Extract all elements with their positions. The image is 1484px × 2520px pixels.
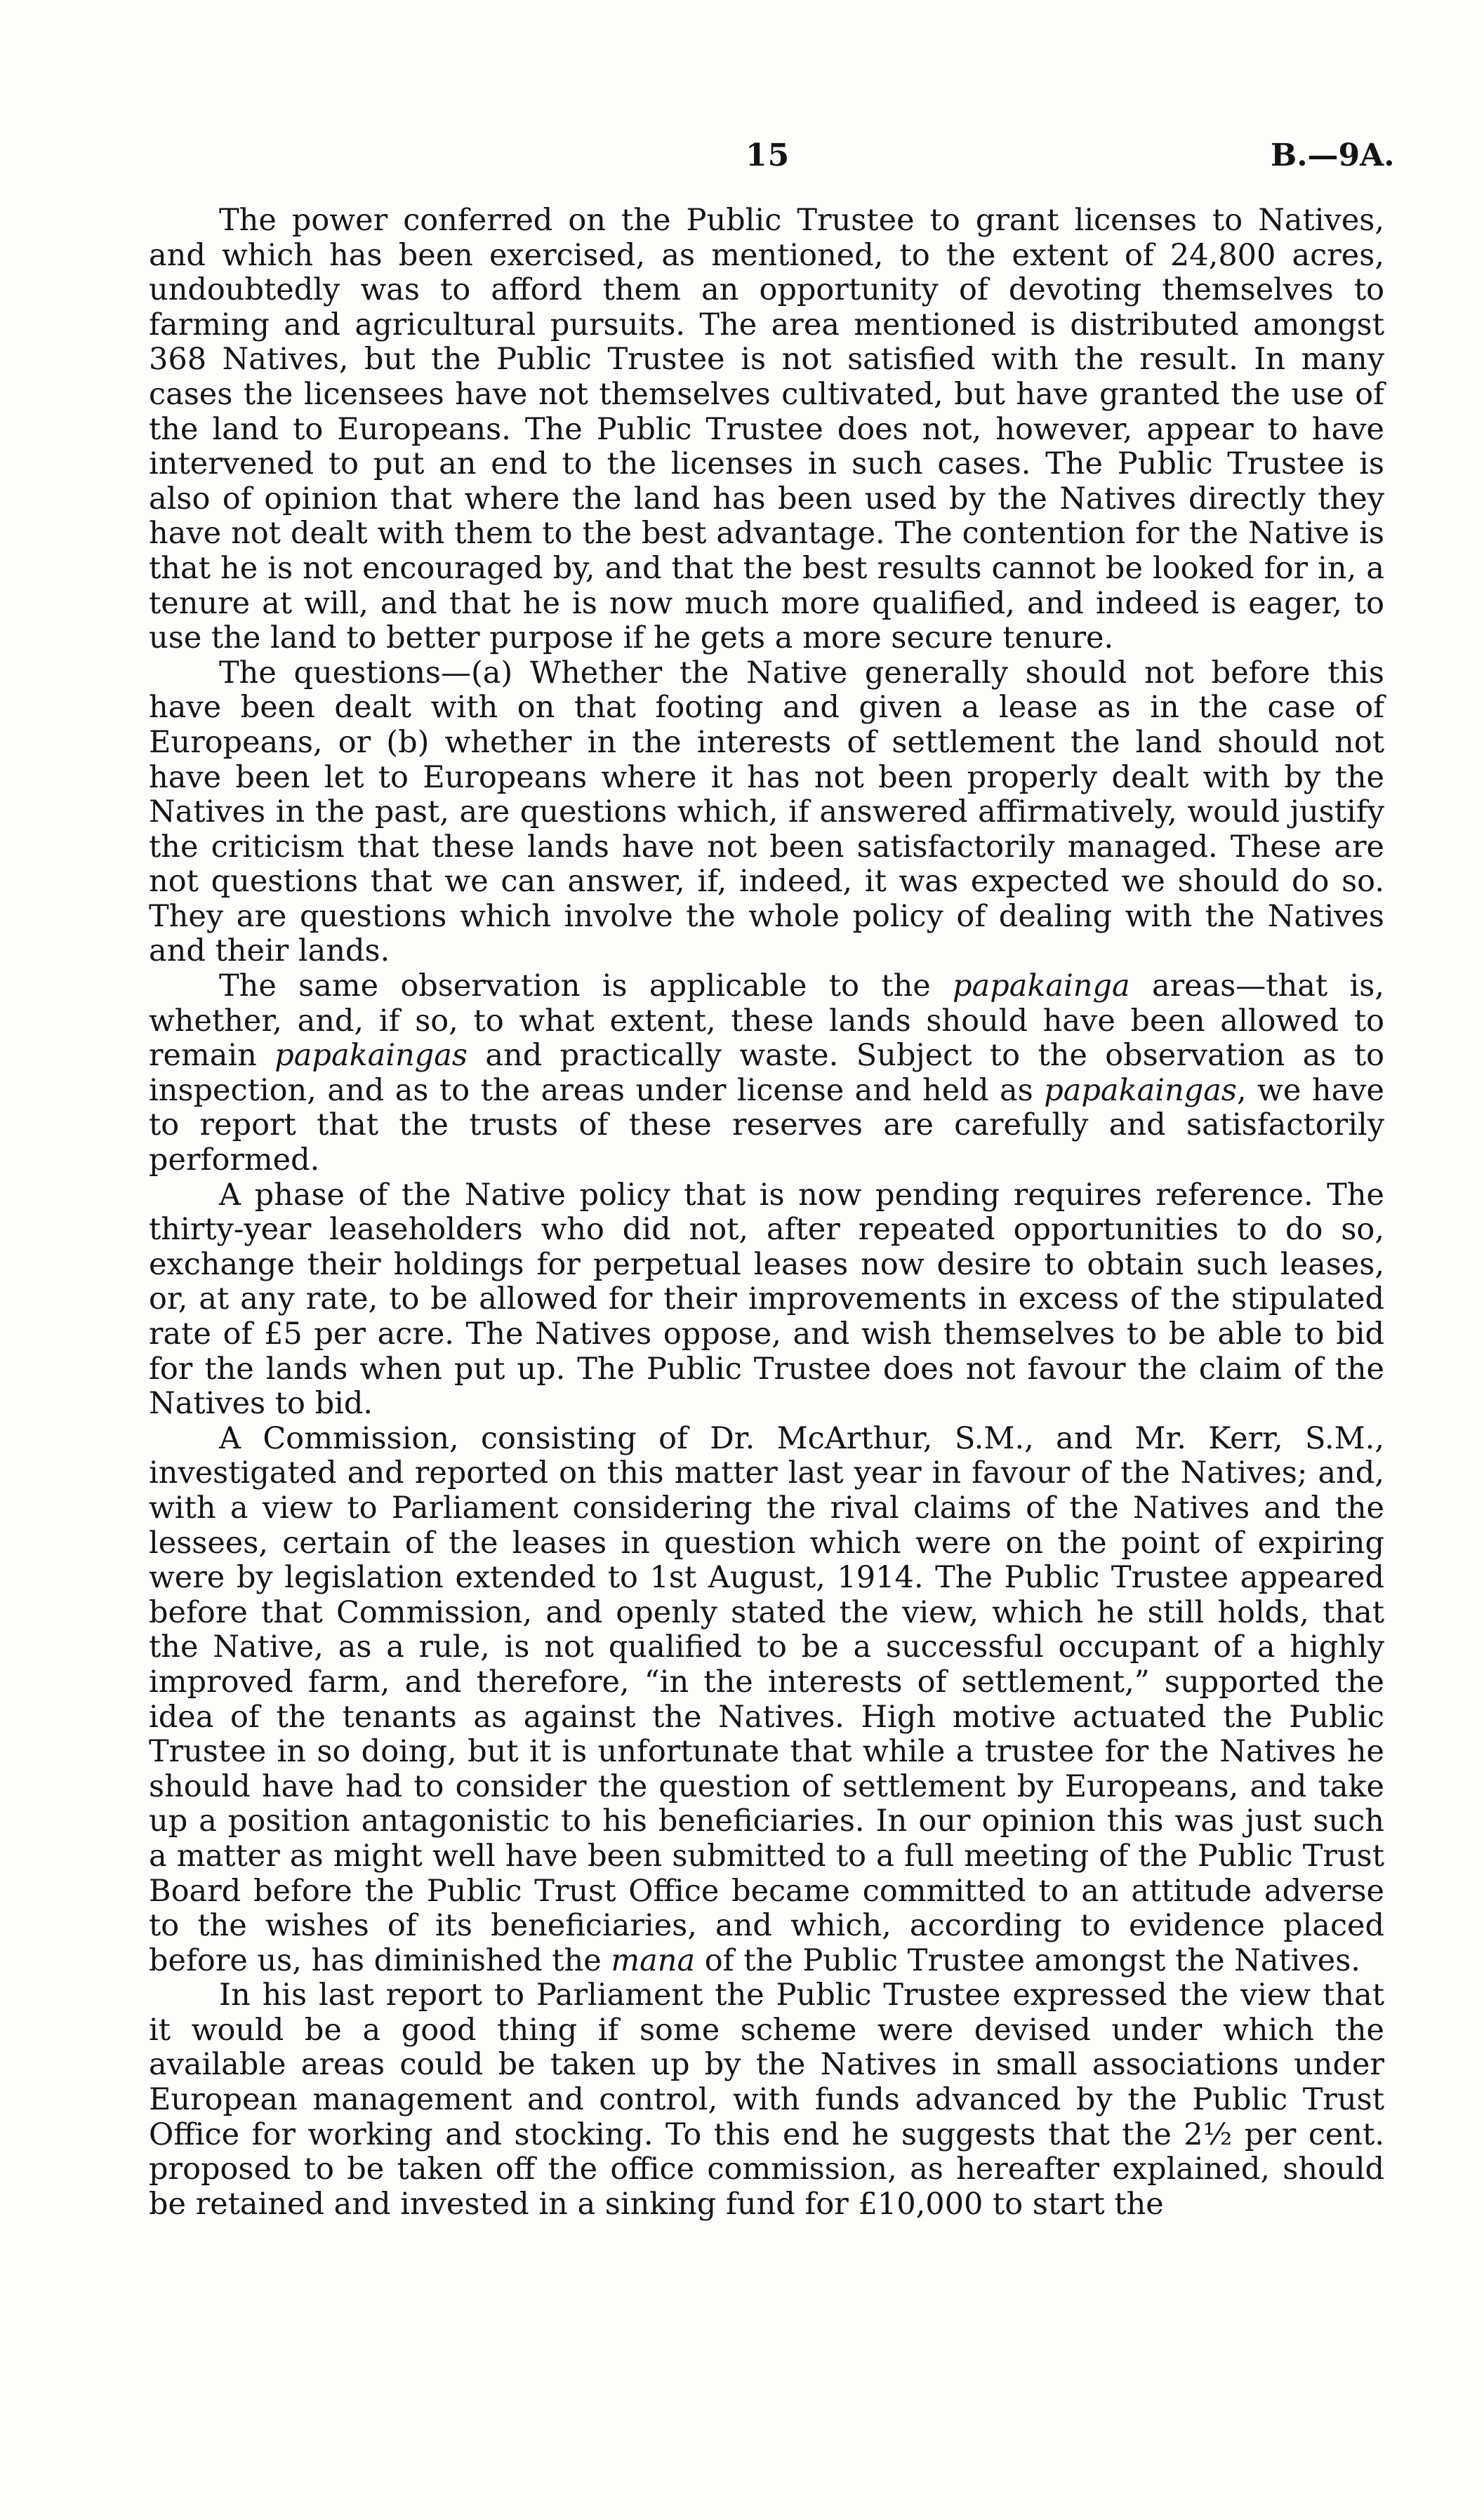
paragraph-commission — [149, 1422, 1384, 1979]
page-number: 15 — [746, 138, 790, 173]
maori-term: mana — [611, 1942, 696, 1978]
paragraph-text: , we have to report that the trusts of these reserves are carefully and satisfactorily performed. — [149, 1072, 1384, 1178]
paragraph-licenses: The power conferred on the Public Trustee to grant licenses to Natives, and which has been exercised, as mentioned, to the extent of 24,800 acres, undoubtedly was to afford them an opportunity of devoting themselves to farming and agricultural pursuits. The area mentioned is distributed amongst 368 Natives, but the Public Trustee is not satisfied with the result. In many cases the licensees have not themselves cultivated, but have granted the use of the land to Europeans. The Public Trustee does not, however, appear to have intervened to put an end to the licenses in such cases. The Public Trustee is also of opinion that where the land has been used by the Natives directly they have not dealt with them to the best advantage. The contention for the Native is that he is not encouraged by, and that the best results cannot be looked for in, a tenure at will, and that he is now much more qualified, and indeed is eager, to use the land to better purpose if he gets a more secure tenure. — [149, 203, 1384, 656]
paragraph-text: areas—that is, whether, and, if so, to what extent, these lands should have been allowed to remain — [149, 968, 1385, 1074]
paragraph-last-report: In his last report to Parliament the Public Trustee expressed the view that it would be a good thing if some scheme were devised under which the available areas could be taken up by the Natives in small associations under European management and control, with funds advanced by the Public Trust Office for working and stocking. To this end he suggests that the 2½ per cent. proposed to be taken off the office commission, as hereafter explained, should be retained and invested in a sinking fund for £10,000 to start the — [149, 1978, 1384, 2222]
document-reference: B.—9A. — [1271, 138, 1395, 173]
paragraph-papakainga — [149, 969, 1384, 1178]
paragraph-text: of the Public Trustee amongst the Natives. — [695, 1942, 1360, 1978]
maori-term: papakaingas — [1044, 1072, 1237, 1108]
paragraph-native-policy: A phase of the Native policy that is now pending requires reference. The thirty-year leaseholders who did not, after repeated opportunities to do so, exchange their holdings for perpetual leases now desire to obtain such leases, or, at any rate, to be allowed for their improvements in excess of the stipulated rate of £5 per acre. The Natives oppose, and wish themselves to be able to bid for the lands when put up. The Public Trustee does not favour the claim of the Natives to bid. — [149, 1177, 1384, 1422]
paragraph-text: The same observation is applicable to the — [219, 968, 953, 1004]
paragraph-text: and practically waste. Subject to the observation as to inspection, and as to the areas under license and held as — [149, 1038, 1384, 1108]
maori-term: papakaingas — [274, 1038, 468, 1074]
paragraph-questions: The questions—(a) Whether the Native generally should not before this have been dealt with on that footing and given a lease as in the case of Europeans, or (b) whether in the interests of settlement the land should not have been let to Europeans where it has not been properly dealt with by the Natives in the past, are questions which, if answered affirmatively, would justify the criticism that these lands have not been satisfactorily managed. These are not questions that we can answer, if, indeed, it was expected we should do so. They are questions which involve the whole policy of dealing with the Natives and their lands. — [149, 655, 1384, 969]
maori-term: papakainga — [953, 968, 1130, 1004]
body-text — [149, 204, 1384, 2222]
paragraph-text: A Commission, consisting of Dr. McArthur, S.M., and Mr. Kerr, S.M., investigated and reported on this matter last year in favour of the Natives; and, with a view to Parliament considering the rival claims of the Natives and the lessees, certain of the leases in question which were on the point of expiring were by legislation extended to 1st August, 1914. The Public Trustee appeared before that Commission, and openly stated the view, which he still holds, that the Native, as a rule, is not qualified to be a successful occupant of a highly improved farm, and therefore, “in the interests of settlement,” supported the idea of the tenants as against the Natives. High motive actuated the Public Trustee in so doing, but it is unfortunate that while a trustee for the Natives he should have had to consider the question of settlement by Europeans, and take up a position antagonistic to his beneficiaries. In our opinion this was just such a matter as might well have been submitted to a full meeting of the Public Trust Board before the Public Trust Office became committed to an attitude adverse to the wishes of its beneficiaries, and which, according to evidence placed before us, has diminished the — [149, 1420, 1384, 1978]
